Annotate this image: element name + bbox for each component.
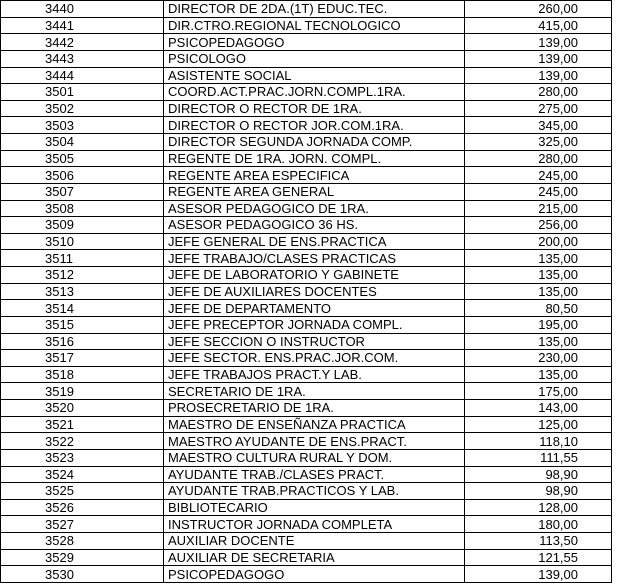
code-cell: 3519 [1, 383, 164, 400]
code-cell: 3441 [1, 17, 164, 34]
amount-cell: 135,00 [465, 366, 612, 383]
description-cell: ASESOR PEDAGOGICO 36 HS. [164, 217, 465, 234]
code-cell: 3516 [1, 333, 164, 350]
table-row [1, 333, 612, 350]
amount-cell: 280,00 [465, 84, 612, 101]
code-cell: 3510 [1, 233, 164, 250]
description-cell: JEFE TRABAJOS PRACT.Y LAB. [164, 366, 465, 383]
amount-cell: 125,00 [465, 416, 612, 433]
amount-cell: 80,50 [465, 300, 612, 317]
table-row [1, 300, 612, 317]
description-cell: PSICOPEDAGOGO [164, 566, 465, 583]
table-row [1, 466, 612, 483]
amount-cell: 345,00 [465, 117, 612, 134]
code-cell: 3527 [1, 516, 164, 533]
amount-cell: 256,00 [465, 217, 612, 234]
code-cell: 3526 [1, 499, 164, 516]
table-row [1, 233, 612, 250]
amount-cell: 139,00 [465, 50, 612, 67]
table-row [1, 400, 612, 417]
amount-cell: 135,00 [465, 333, 612, 350]
amount-cell: 325,00 [465, 134, 612, 151]
table-row [1, 499, 612, 516]
amount-cell: 135,00 [465, 267, 612, 284]
code-cell: 3509 [1, 217, 164, 234]
description-cell: JEFE DE AUXILIARES DOCENTES [164, 283, 465, 300]
code-cell: 3440 [1, 1, 164, 18]
code-cell: 3512 [1, 267, 164, 284]
code-cell: 3524 [1, 466, 164, 483]
description-cell: DIRECTOR O RECTOR DE 1RA. [164, 100, 465, 117]
description-cell: DIRECTOR SEGUNDA JORNADA COMP. [164, 134, 465, 151]
table-row [1, 150, 612, 167]
code-cell: 3506 [1, 167, 164, 184]
description-cell: PROSECRETARIO DE 1RA. [164, 400, 465, 417]
amount-cell: 200,00 [465, 233, 612, 250]
code-cell: 3523 [1, 449, 164, 466]
amount-cell: 135,00 [465, 250, 612, 267]
code-cell: 3522 [1, 433, 164, 450]
description-cell: ASISTENTE SOCIAL [164, 67, 465, 84]
code-cell: 3503 [1, 117, 164, 134]
amount-cell: 143,00 [465, 400, 612, 417]
code-cell: 3518 [1, 366, 164, 383]
code-cell: 3443 [1, 50, 164, 67]
table-row [1, 100, 612, 117]
amount-cell: 415,00 [465, 17, 612, 34]
table-row [1, 84, 612, 101]
amount-cell: 128,00 [465, 499, 612, 516]
description-cell: JEFE PRECEPTOR JORNADA COMPL. [164, 316, 465, 333]
description-cell: PSICOPEDAGOGO [164, 34, 465, 51]
code-cell: 3514 [1, 300, 164, 317]
description-cell: JEFE DE DEPARTAMENTO [164, 300, 465, 317]
table-row [1, 549, 612, 566]
amount-cell: 121,55 [465, 549, 612, 566]
code-cell: 3444 [1, 67, 164, 84]
table-row [1, 483, 612, 500]
amount-cell: 260,00 [465, 1, 612, 18]
amount-cell: 180,00 [465, 516, 612, 533]
table-row [1, 167, 612, 184]
description-cell: AUXILIAR DE SECRETARIA [164, 549, 465, 566]
code-cell: 3507 [1, 183, 164, 200]
table-row [1, 183, 612, 200]
description-cell: SECRETARIO DE 1RA. [164, 383, 465, 400]
amount-cell: 98,90 [465, 466, 612, 483]
code-cell: 3502 [1, 100, 164, 117]
code-cell: 3504 [1, 134, 164, 151]
code-cell: 3508 [1, 200, 164, 217]
amount-cell: 280,00 [465, 150, 612, 167]
code-cell: 3529 [1, 549, 164, 566]
code-cell: 3515 [1, 316, 164, 333]
description-cell: DIRECTOR O RECTOR JOR.COM.1RA. [164, 117, 465, 134]
description-cell: DIR.CTRO.REGIONAL TECNOLOGICO [164, 17, 465, 34]
table-row [1, 250, 612, 267]
description-cell: REGENTE DE 1RA. JORN. COMPL. [164, 150, 465, 167]
code-cell: 3513 [1, 283, 164, 300]
table-row [1, 533, 612, 550]
amount-cell: 195,00 [465, 316, 612, 333]
description-cell: REGENTE AREA ESPECIFICA [164, 167, 465, 184]
description-cell: AYUDANTE TRAB./CLASES PRACT. [164, 466, 465, 483]
table-row [1, 449, 612, 466]
table-row [1, 200, 612, 217]
code-cell: 3525 [1, 483, 164, 500]
table-row [1, 383, 612, 400]
description-cell: INSTRUCTOR JORNADA COMPLETA [164, 516, 465, 533]
amount-cell: 139,00 [465, 67, 612, 84]
description-cell: PSICOLOGO [164, 50, 465, 67]
amount-cell: 111,55 [465, 449, 612, 466]
code-cell: 3505 [1, 150, 164, 167]
description-cell: AYUDANTE TRAB.PRACTICOS Y LAB. [164, 483, 465, 500]
description-cell: JEFE TRABAJO/CLASES PRACTICAS [164, 250, 465, 267]
code-cell: 3521 [1, 416, 164, 433]
table-row [1, 366, 612, 383]
amount-cell: 98,90 [465, 483, 612, 500]
amount-cell: 245,00 [465, 167, 612, 184]
amount-cell: 139,00 [465, 566, 612, 583]
description-cell: JEFE SECCION O INSTRUCTOR [164, 333, 465, 350]
description-cell: COORD.ACT.PRAC.JORN.COMPL.1RA. [164, 84, 465, 101]
table-row [1, 283, 612, 300]
description-cell: ASESOR PEDAGOGICO DE 1RA. [164, 200, 465, 217]
table-row [1, 433, 612, 450]
description-cell: MAESTRO CULTURA RURAL Y DOM. [164, 449, 465, 466]
amount-cell: 135,00 [465, 283, 612, 300]
table-row [1, 566, 612, 583]
code-cell: 3520 [1, 400, 164, 417]
table-row [1, 316, 612, 333]
description-cell: BIBLIOTECARIO [164, 499, 465, 516]
description-cell: JEFE DE LABORATORIO Y GABINETE [164, 267, 465, 284]
table-row [1, 50, 612, 67]
amount-cell: 275,00 [465, 100, 612, 117]
amount-cell: 230,00 [465, 350, 612, 367]
amount-cell: 175,00 [465, 383, 612, 400]
amount-cell: 245,00 [465, 183, 612, 200]
table-row [1, 17, 612, 34]
table-row [1, 1, 612, 18]
code-cell: 3528 [1, 533, 164, 550]
table-row [1, 267, 612, 284]
code-cell: 3442 [1, 34, 164, 51]
table-row [1, 416, 612, 433]
table-row [1, 134, 612, 151]
table-row [1, 117, 612, 134]
description-cell: JEFE GENERAL DE ENS.PRACTICA [164, 233, 465, 250]
description-cell: REGENTE AREA GENERAL [164, 183, 465, 200]
table-row [1, 34, 612, 51]
table-body [1, 1, 612, 583]
amount-cell: 113,50 [465, 533, 612, 550]
table-row [1, 516, 612, 533]
amount-cell: 215,00 [465, 200, 612, 217]
code-cell: 3501 [1, 84, 164, 101]
description-cell: DIRECTOR DE 2DA.(1T) EDUC.TEC. [164, 1, 465, 18]
amount-cell: 139,00 [465, 34, 612, 51]
description-cell: AUXILIAR DOCENTE [164, 533, 465, 550]
code-cell: 3517 [1, 350, 164, 367]
code-cell: 3530 [1, 566, 164, 583]
code-cell: 3511 [1, 250, 164, 267]
table-row [1, 350, 612, 367]
table-row [1, 217, 612, 234]
description-cell: MAESTRO DE ENSEÑANZA PRACTICA [164, 416, 465, 433]
description-cell: JEFE SECTOR. ENS.PRAC.JOR.COM. [164, 350, 465, 367]
description-cell: MAESTRO AYUDANTE DE ENS.PRACT. [164, 433, 465, 450]
amount-cell: 118,10 [465, 433, 612, 450]
table-row [1, 67, 612, 84]
